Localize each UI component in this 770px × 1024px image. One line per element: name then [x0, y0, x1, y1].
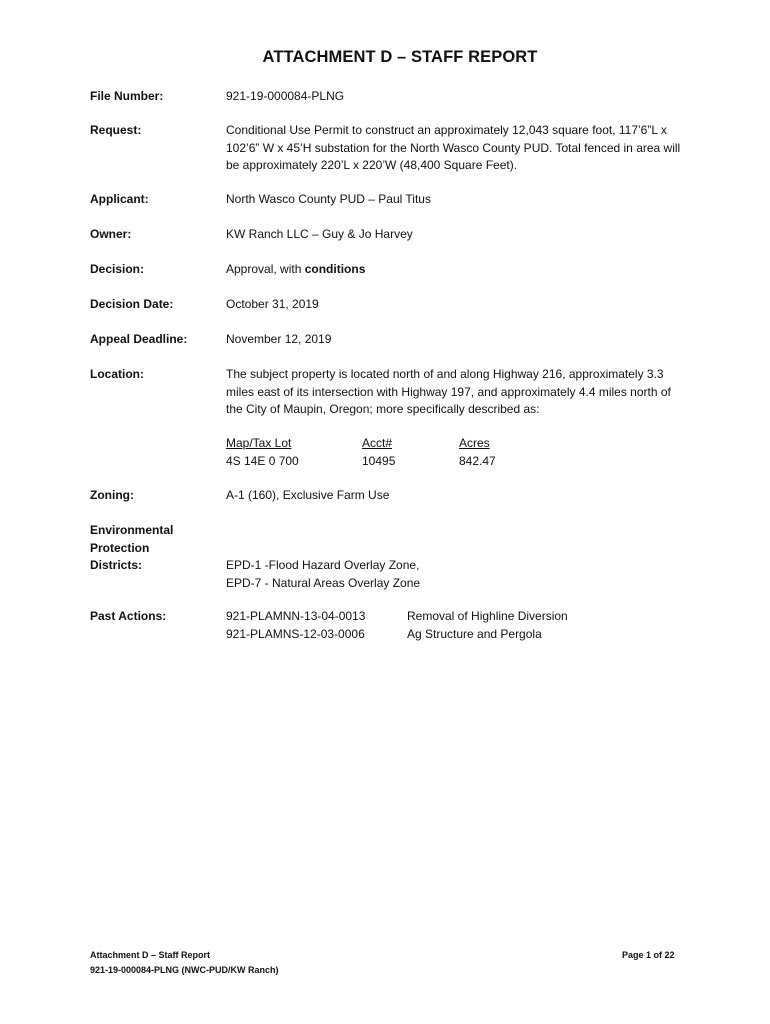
location-line-2: miles east of its intersection with Highway 197, and approximately 4.4 miles north of: [226, 384, 671, 399]
table-cell-acres: 842.47: [459, 454, 496, 468]
appeal-deadline-label: Appeal Deadline:: [90, 332, 188, 346]
decision-value-prefix: Approval, with: [226, 262, 305, 276]
decision-date-label: Decision Date:: [90, 297, 174, 311]
past-action-desc-2: Ag Structure and Pergola: [407, 627, 542, 641]
epd-label: [90, 522, 173, 575]
appeal-deadline-value: November 12, 2019: [226, 332, 332, 346]
file-number-label: File Number:: [90, 89, 164, 103]
request-line-2: 102’6” W x 45’H substation for the North Wasco County PUD. Total fenced in area will: [226, 140, 681, 155]
location-label: Location:: [90, 367, 144, 381]
location-value: [226, 366, 716, 419]
applicant-label: Applicant:: [90, 192, 149, 206]
table-cell-acct: 10495: [362, 454, 396, 468]
page-title: ATTACHMENT D – STAFF REPORT: [262, 48, 538, 66]
past-action-desc-1: Removal of Highline Diversion: [407, 609, 568, 623]
footer-line-1: Attachment D – Staff Report: [90, 950, 211, 960]
location-line-1: The subject property is located north of and along Highway 216, approximately 3.3: [226, 367, 664, 381]
table-header-acres: Acres: [459, 436, 490, 450]
past-action-id-1: 921-PLAMNN-13-04-0013: [226, 609, 366, 623]
past-action-id-2: 921-PLAMNS-12-03-0006: [226, 627, 365, 641]
table-cell-map-tax-lot: 4S 14E 0 700: [226, 454, 299, 468]
epd-label-line-3: Districts:: [90, 558, 143, 572]
owner-label: Owner:: [90, 227, 132, 241]
epd-values: [226, 557, 716, 592]
file-number-value: 921-19-000084-PLNG: [226, 89, 345, 103]
zoning-value: A-1 (160), Exclusive Farm Use: [226, 488, 390, 502]
request-line-1: Conditional Use Permit to construct an approximately 12,043 square foot, 117’6”L x: [226, 123, 667, 137]
epd-value-2: EPD-7 - Natural Areas Overlay Zone: [226, 575, 421, 590]
epd-label-line-2: Protection: [90, 540, 150, 555]
epd-label-line-1: Environmental: [90, 523, 174, 537]
table-header-acct: Acct#: [362, 436, 393, 450]
decision-date-value: October 31, 2019: [226, 297, 319, 311]
table-header-map-tax-lot: Map/Tax Lot: [226, 436, 292, 450]
zoning-label: Zoning:: [90, 488, 134, 502]
location-line-3: the City of Maupin, Oregon; more specifically described as:: [226, 402, 540, 416]
owner-value: KW Ranch LLC – Guy & Jo Harvey: [226, 227, 413, 241]
request-line-3: be approximately 220’L x 220’W (48,400 Square Feet).: [226, 158, 518, 172]
past-actions-label: Past Actions:: [90, 609, 167, 623]
decision-label: Decision:: [90, 262, 145, 276]
footer-page-number: Page 1 of 22: [622, 950, 675, 960]
epd-value-1: EPD-1 -Flood Hazard Overlay Zone,: [226, 558, 420, 572]
decision-conditions: conditions: [304, 262, 366, 276]
decision-value: [226, 261, 716, 279]
request-label: Request:: [90, 123, 142, 137]
footer-line-2: 921-19-000084-PLNG (NWC-PUD/KW Ranch): [90, 965, 279, 975]
request-value: [226, 122, 716, 175]
applicant-value: North Wasco County PUD – Paul Titus: [226, 192, 431, 206]
